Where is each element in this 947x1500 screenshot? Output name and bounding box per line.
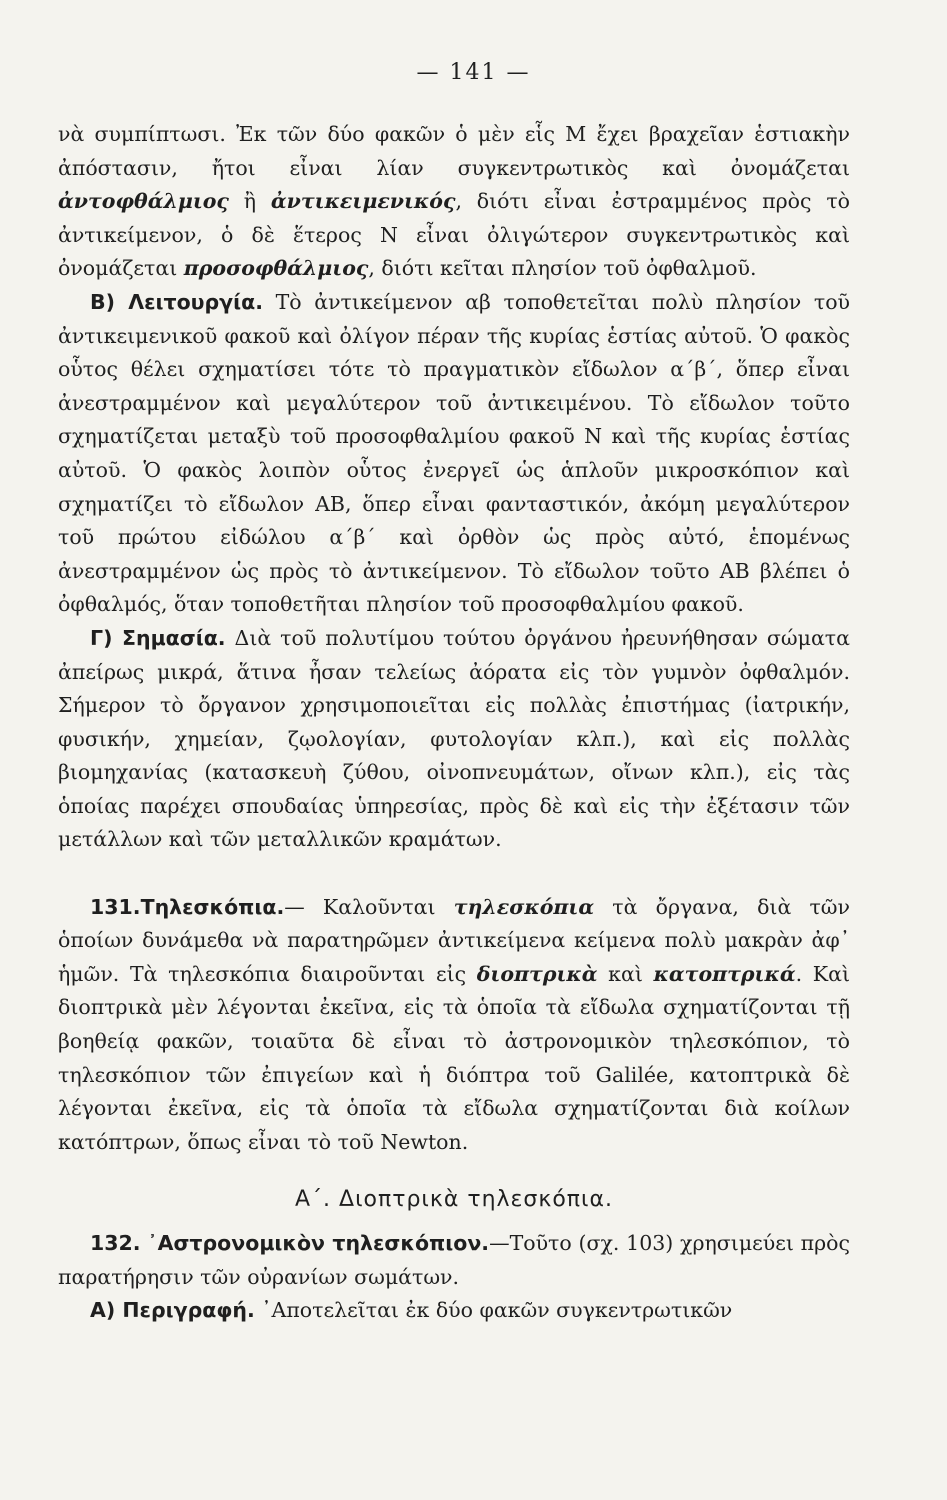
section-heading-dioptric-telescopes: Α΄. Διοπτρικὰ τηλεσκόπια. — [294, 1187, 613, 1213]
text-run: — Καλοῦνται — [284, 894, 454, 919]
text-run: , διότι εἶναι ἐστραμμένος πρὸς τὸ ἀντικείμενον, ὁ δὲ ἕτερος Ν εἶναι ὀλιγώτερον συγκεντρωτικὸς καὶ ὀνομάζεται — [58, 189, 850, 281]
term-tileskopia: τηλεσκόπια — [453, 894, 595, 919]
subheading-description: Α) Περιγραφή. — [90, 1298, 255, 1323]
text-run: καὶ — [597, 961, 654, 986]
text-run: Διὰ τοῦ πολυτίμου τούτου ὀργάνου ἠρευνήθησαν σώματα ἀπείρως μικρά, ἅτινα ἦσαν τελείως ἀόρατα εἰς τὸν γυμνὸν ὀφθαλμόν. Σήμερον τὸ ὄργανον χρησιμοποιεῖται εἰς πολλὰς ἐπιστήμας (ἰατρικήν, φυσικήν, χημείαν, ζῳολογίαν, φυτολογίαν κλπ.), καὶ εἰς πολλὰς βιομηχανίας (κατασκευὴ ζύθου, οἰνοπνευμάτων, οἴνων κλπ.), εἰς τὰς ὁποίας παρέχει σπουδαίας ὑπηρεσίας, πρὸς δὲ καὶ εἰς τὴν ἐξέτασιν τῶν μετάλλων καὶ τῶν μεταλλικῶν κραμάτων. — [58, 625, 850, 852]
page-number: — 141 — — [416, 60, 531, 85]
subheading-function: Β) Λειτουργία. — [90, 289, 263, 314]
section-131 — [58, 891, 850, 1160]
paragraph-description — [58, 1294, 850, 1328]
term-antikeimenikos: ἀντικειμενικός — [270, 189, 456, 214]
section-132 — [58, 1227, 850, 1294]
paragraph-lenses — [58, 118, 850, 286]
text-run: , διότι κεῖται πλησίον τοῦ ὀφθαλμοῦ. — [368, 256, 757, 281]
text-run: ἢ — [228, 189, 271, 214]
page-body — [58, 118, 850, 1328]
term-antofthalmios: ἀντοφθάλμιος — [58, 189, 229, 214]
term-prosofthalmios: προσοφθάλμιος — [183, 256, 369, 281]
section-title: Τηλεσκόπια. — [140, 894, 285, 919]
text-run: τὰ ὄργανα, διὰ τῶν ὁποίων δυνάμεθα νὰ παρατηρῶμεν ἀντικείμενα κείμενα πολὺ μακρὰν ἀφ᾽ ἡμῶν. Τὰ τηλεσκόπια διαιροῦνται εἰς — [58, 894, 850, 986]
subheading-significance: Γ) Σημασία. — [90, 625, 226, 650]
section-title: ᾿Αστρονομικὸν τηλεσκόπιον. — [147, 1231, 490, 1255]
text-run: Τὸ ἀντικείμενον αβ τοποθετεῖται πολὺ πλησίον τοῦ ἀντικειμενικοῦ φακοῦ καὶ ὀλίγον πέραν τῆς κυρίας ἑστίας αὐτοῦ. Ὁ φακὸς οὗτος θέλει σχηματίσει τότε τὸ πραγματικὸν εἴδωλον α΄β΄, ὅπερ εἶναι ἀνεστραμμένον καὶ μεγαλύτερον τοῦ ἀντικειμένου. Τὸ εἴδωλον τοῦτο σχηματίζεται μεταξὺ τοῦ προσοφθαλμίου φακοῦ Ν καὶ τῆς κυρίας ἑστίας αὐτοῦ. Ὁ φακὸς λοιπὸν οὗτος ἐνεργεῖ ὡς ἁπλοῦν μικροσκόπιον καὶ σχηματίζει τὸ εἴδωλον ΑΒ, ὅπερ εἶναι φανταστικόν, ἀκόμη μεγαλύτερον τοῦ πρώτου εἰδώλου α΄β΄ καὶ ὀρθὸν ὡς πρὸς αὐτό, ἑπομένως ἀνεστραμμένον ὡς πρὸς τὸ ἀντικείμενον. Τὸ εἴδωλον τοῦτο ΑΒ βλέπει ὁ ὀφθαλμός, ὅταν τοποθετῆται πλησίον τοῦ προσοφθαλμίου φακοῦ. — [58, 289, 850, 617]
paragraph-significance — [58, 622, 850, 857]
term-dioptrika: διοπτρικὰ — [476, 961, 598, 986]
text-run: . Καὶ διοπτρικὰ μὲν λέγονται ἐκεῖνα, εἰς τὰ ὁποῖα τὰ εἴδωλα σχηματίζονται τῇ βοηθείᾳ φακῶν, τοιαῦτα δὲ εἶναι τὸ ἀστρονομικὸν τηλεσκόπιον, τὸ τηλεσκόπιον τῶν ἐπιγείων καὶ ἡ διόπτρα τοῦ Galilée, κατοπτρικὰ δὲ λέγονται ἐκεῖνα, εἰς τὰ ὁποῖα τὰ εἴδωλα σχηματίζονται διὰ κοίλων κατόπτρων, ὅπως εἶναι τὸ τοῦ Newton. — [58, 961, 850, 1154]
term-katoptrika: κατοπτρικά — [653, 961, 796, 986]
section-number: 132. — [90, 1231, 141, 1255]
text-run: ᾿Αποτελεῖται ἐκ δύο φακῶν συγκεντρωτικῶν — [254, 1298, 733, 1323]
section-number: 131. — [90, 894, 141, 919]
text-run: νὰ συμπίπτωσι. Ἐκ τῶν δύο φακῶν ὁ μὲν εἷς Μ ἔχει βραχεῖαν ἑστιακὴν ἀπόστασιν, ἤτοι εἶναι λίαν συγκεντρωτικὸς καὶ ὀνομάζεται — [58, 122, 850, 180]
paragraph-function — [58, 286, 850, 622]
text-run: —Τοῦτο (σχ. 103) χρησιμεύει πρὸς παρατήρησιν τῶν οὐρανίων σωμάτων. — [58, 1231, 850, 1289]
